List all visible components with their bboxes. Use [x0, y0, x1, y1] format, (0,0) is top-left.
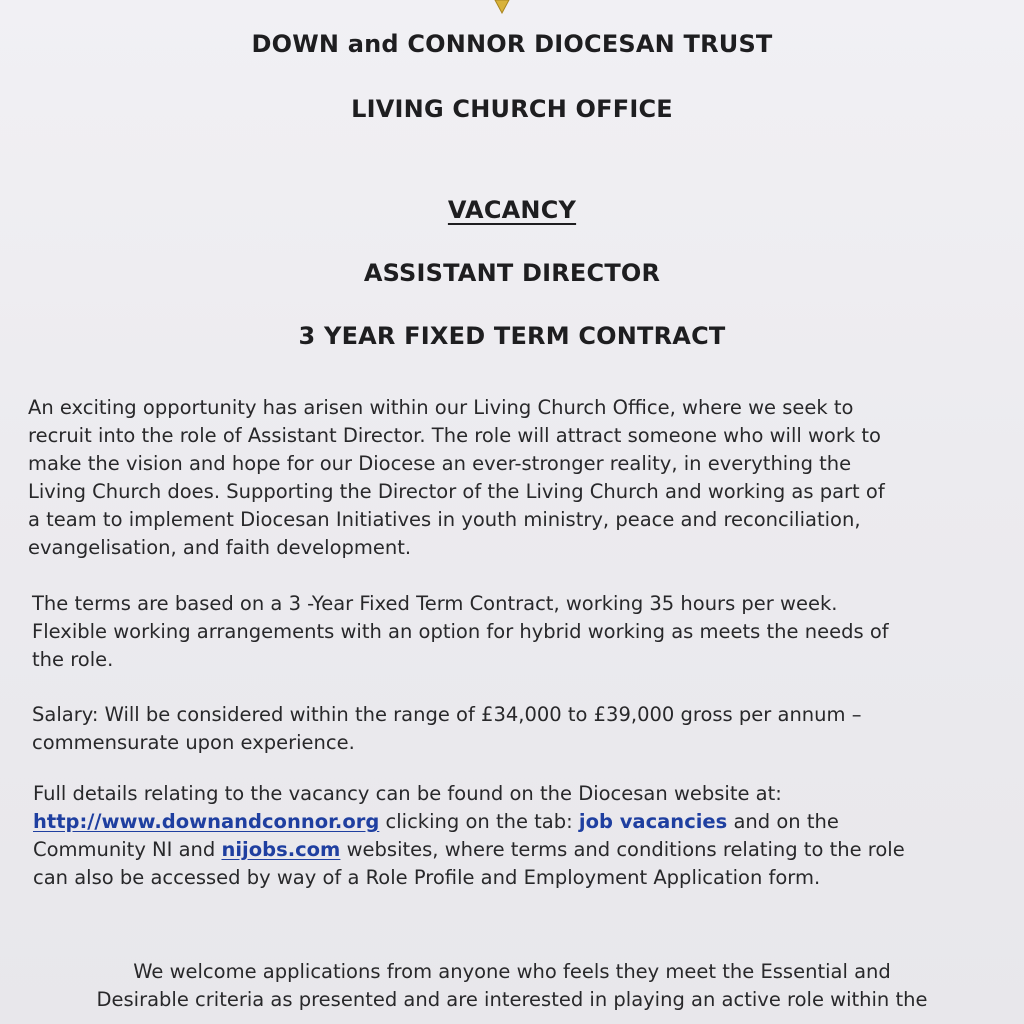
details-text: clicking on the tab: [379, 810, 579, 833]
nijobs-link[interactable]: nijobs.com [221, 838, 341, 861]
website-link[interactable]: http://www.downandconnor.org [33, 810, 380, 833]
intro-paragraph [28, 394, 1008, 562]
office-name-heading: LIVING CHURCH OFFICE [351, 95, 673, 123]
salary-line: commensurate upon experience. [32, 731, 355, 754]
details-text: Community NI and [33, 838, 222, 861]
contract-type-heading: 3 YEAR FIXED TERM CONTRACT [298, 322, 726, 350]
terms-line: Flexible working arrangements with an option for hybrid working as meets the needs of [32, 620, 889, 643]
details-line [33, 808, 1013, 836]
intro-line: a team to implement Diocesan Initiatives in youth ministry, peace and reconciliation, [28, 508, 861, 531]
details-line [33, 836, 1013, 864]
details-text: websites, where terms and conditions relating to the role [340, 838, 905, 861]
details-text: and on the [727, 810, 839, 833]
salary-line: Salary: Will be considered within the range of £34,000 to £39,000 gross per annum – [32, 703, 862, 726]
vacancy-heading [0, 196, 1024, 224]
crest-icon [493, 0, 511, 14]
role-title-heading: ASSISTANT DIRECTOR [363, 259, 661, 287]
salary-paragraph [32, 701, 1012, 757]
closing-line: Desirable criteria as presented and are interested in playing an active role within the [96, 988, 928, 1011]
intro-line: make the vision and hope for our Diocese an ever-stronger reality, in everything the [28, 452, 852, 475]
intro-line: Living Church does. Supporting the Director of the Living Church and working as part of [28, 480, 885, 503]
terms-paragraph [32, 590, 1012, 674]
vacancy-label: VACANCY [447, 196, 577, 224]
intro-line: recruit into the role of Assistant Director. The role will attract someone who will work to [28, 424, 881, 447]
terms-line: The terms are based on a 3 -Year Fixed Term Contract, working 35 hours per week. [32, 592, 838, 615]
trust-name-heading: DOWN and CONNOR DIOCESAN TRUST [251, 30, 773, 58]
details-paragraph [33, 780, 1013, 892]
details-line: can also be accessed by way of a Role Profile and Employment Application form. [33, 866, 821, 889]
details-line: Full details relating to the vacancy can be found on the Diocesan website at: [33, 782, 782, 805]
closing-line: We welcome applications from anyone who feels they meet the Essential and [133, 960, 891, 983]
intro-line: An exciting opportunity has arisen within our Living Church Office, where we seek to [28, 396, 854, 419]
job-vacancies-tab[interactable]: job vacancies [578, 810, 728, 833]
terms-line: the role. [32, 648, 114, 671]
intro-line: evangelisation, and faith development. [28, 536, 412, 559]
closing-paragraph [0, 958, 1024, 1014]
